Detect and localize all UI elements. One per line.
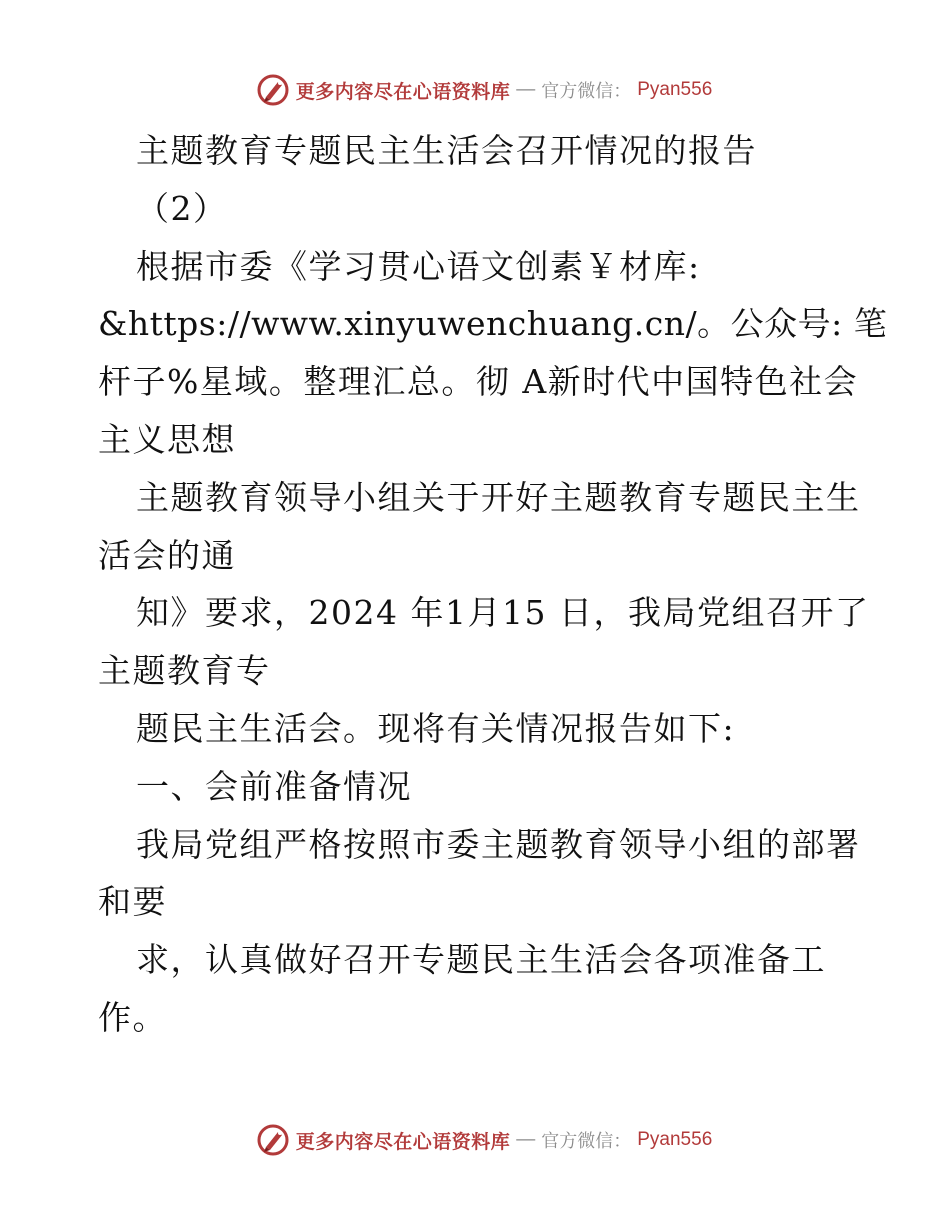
doc-line: 主题教育领导小组关于开好主题教育专题民主生 bbox=[136, 477, 861, 517]
doc-line: 主义思想 bbox=[98, 419, 236, 459]
banner-dash: — bbox=[516, 1129, 536, 1150]
doc-line: 杆子%星域。整理汇总。彻 A新时代中国特色社会 bbox=[98, 362, 859, 402]
banner-wechat-id: Pyan556 bbox=[637, 79, 713, 100]
document-body bbox=[98, 122, 888, 1047]
doc-line: 根据市委《学习贯心语文创素￥材库: bbox=[136, 246, 701, 286]
banner-title: 更多内容尽在心语资料库 bbox=[295, 80, 511, 103]
section-heading: 一、会前准备情况 bbox=[136, 766, 412, 806]
footer-banner-content bbox=[256, 1123, 713, 1157]
banner-title: 更多内容尽在心语资料库 bbox=[295, 1130, 511, 1153]
doc-line: 主题教育专 bbox=[98, 651, 271, 691]
doc-line: 和要 bbox=[98, 882, 167, 922]
doc-line: 作。 bbox=[98, 997, 167, 1037]
banner-wechat-id: Pyan556 bbox=[637, 1129, 713, 1150]
doc-line: &https://www.xinyuwenchuang.cn/。公众号: 笔 bbox=[98, 304, 888, 344]
pen-logo-icon bbox=[256, 1123, 290, 1157]
pen-logo-icon bbox=[256, 73, 290, 107]
header-banner-content bbox=[256, 73, 713, 107]
header-banner bbox=[0, 72, 950, 108]
doc-subtitle: （2） bbox=[136, 188, 228, 228]
banner-wechat-label: 官方微信： bbox=[541, 1131, 632, 1152]
doc-title: 主题教育专题民主生活会召开情况的报告 bbox=[136, 131, 757, 170]
banner-wechat-label: 官方微信： bbox=[541, 81, 632, 102]
doc-line: 我局党组严格按照市委主题教育领导小组的部署 bbox=[136, 824, 861, 864]
banner-dash: — bbox=[516, 79, 536, 100]
doc-line: 题民主生活会。现将有关情况报告如下: bbox=[136, 708, 736, 748]
doc-line: 知》要求，2024 年1月15 日，我局党组召开了 bbox=[136, 593, 870, 633]
doc-line: 活会的通 bbox=[98, 535, 236, 575]
doc-line: 求，认真做好召开专题民主生活会各项准备工 bbox=[136, 940, 826, 980]
footer-banner bbox=[0, 1122, 950, 1158]
